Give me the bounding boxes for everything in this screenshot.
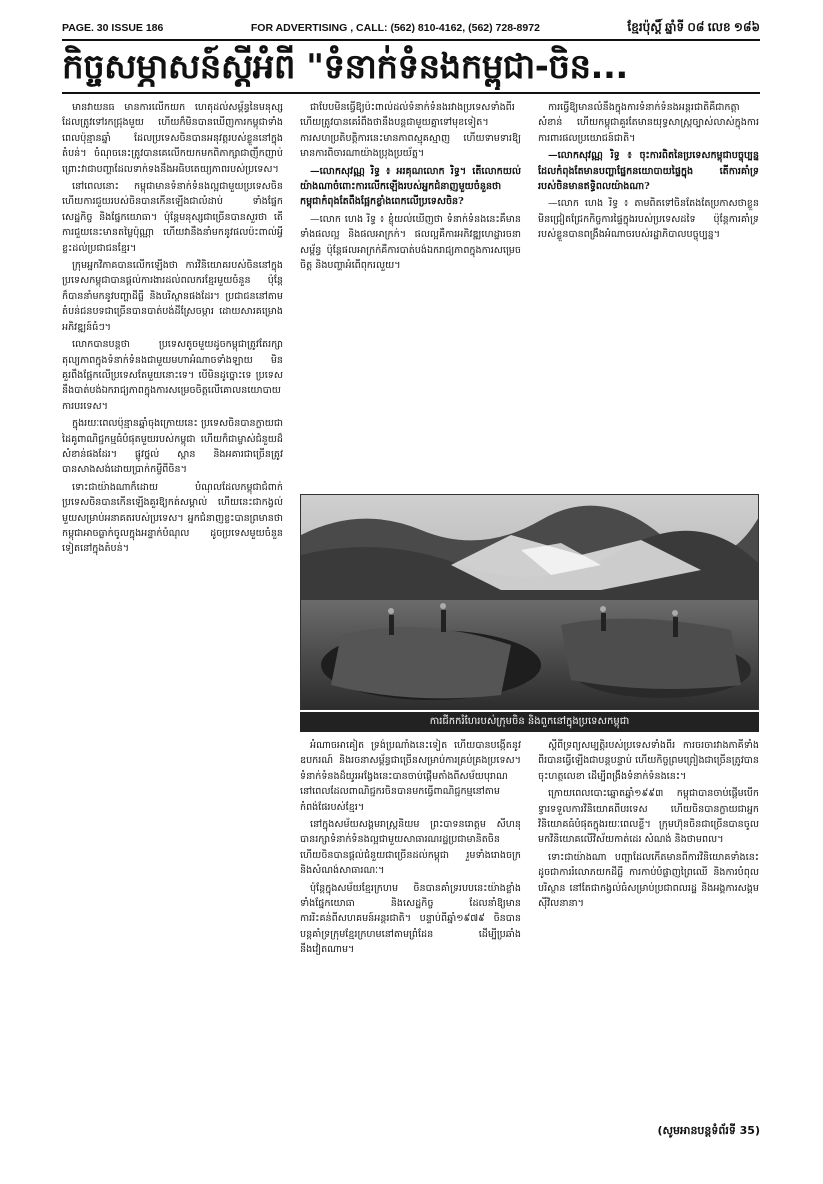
header-rule xyxy=(62,39,760,41)
paragraph: នៅក្នុងសម័យសង្គមរាស្ត្រនិយម ព្រះបាទនរោត្តម សីហនុ បានរក្សាទំនាក់ទំនងល្អជាមួយសាធារណរដ្ឋប្រជាមានិតចិន ហើយចិនបានផ្តល់ជំនួយជាច្រើនដល់កម្ពុជា រួមទាំងរោងចក្រ និងសំណង់សាធារណៈ។ xyxy=(300,819,521,877)
article-column-3 xyxy=(538,100,759,490)
headline-rule xyxy=(62,92,760,94)
paragraph: នៅពេលនោះ កម្ពុជាមានទំនាក់ទំនងល្អជាមួយប្រទេសចិន ហើយការជួយរបស់ចិនបានកើនឡើងជាលំដាប់ ទាំងផ្នែកសេដ្ឋកិច្ច និងផ្នែកយោធា។ ប៉ុន្តែមនុស្សជាច្រើនបានសួរថា តើការជួយនេះមានតម្លៃប៉ុណ្ណា ហើយវានឹងនាំមកនូវផលប៉ះពាល់អ្វីខ្លះដល់ប្រជាជនខ្មែរ។ xyxy=(62,181,283,254)
paragraph: អំណាចអាគៀត ទ្រង់ប្រណាំងនេះទៀត ហើយបានបង្កើតនូវឧបករណ៍ និងរចនាសម្ព័ន្ធជាច្រើនសម្រាប់ការគ្រប់គ្រងប្រទេស។ ទំនាក់ទំនងដ៏យូរអង្វែងនេះបានចាប់ផ្តើមតាំងពីសម័យបុរាណ នៅពេលដែលពាណិជ្ជករចិនបានមកធ្វើពាណិជ្ជកម្មនៅតាមកំពង់ផែរបស់ខ្មែរ។ xyxy=(300,740,521,813)
article-column-3-lower xyxy=(538,738,759,1128)
page-header xyxy=(62,18,760,38)
paragraph: ក្នុងរយៈពេលប៉ុន្មានឆ្នាំចុងក្រោយនេះ ប្រទេសចិនបានក្លាយជាដៃគូពាណិជ្ជកម្មធំបំផុតមួយរបស់កម្ពុជា ហើយក៏ជាម្ចាស់ជំនួយដ៏សំខាន់ផងដែរ។ ផ្លូវថ្នល់ ស្ពាន និងអគារជាច្រើនត្រូវបានសាងសង់ដោយប្រាក់កម្ចីពីចិន។ xyxy=(62,418,283,476)
paragraph: លោកបានបន្តថា ប្រទេសតូចមួយដូចកម្ពុជាត្រូវតែរក្សាតុល្យភាពក្នុងទំនាក់ទំនងជាមួយមហាអំណាចទាំងឡាយ មិនគួរពឹងផ្អែកលើប្រទេសតែមួយនោះទេ។ បើមិនដូច្នោះទេ ប្រទេសនឹងបាត់បង់ឯករាជ្យភាពក្នុងការសម្រេចចិត្តលើគោលនយោបាយការបរទេស។ xyxy=(62,339,283,412)
continued-on-page-link[interactable]: (សូមអានបន្តទំព័រទី 35) xyxy=(657,1124,760,1137)
paragraph: ក្រោយពេលបោះឆ្នោតឆ្នាំ១៩៩៣ កម្ពុជាបានចាប់ផ្តើមបើកទ្វារទទួលការវិនិយោគពីបរទេស ហើយចិនបានក្លាយជាអ្នកវិនិយោគធំបំផុតក្នុងរយៈពេលខ្លី។ ក្រុមហ៊ុនចិនជាច្រើនបានចូលមកវិនិយោគលើវិស័យកាត់ដេរ សំណង់ និងថាមពល។ xyxy=(538,788,759,846)
paragraph: ស្តីពីទ្រព្យសម្បត្តិរបស់ប្រទេសទាំងពីរ ការចរចារវាងភាគីទាំងពីរបានធ្វើឡើងជាបន្តបន្ទាប់ ហើយកិច្ចព្រមព្រៀងជាច្រើនត្រូវបានចុះហត្ថលេខា ដើម្បីពង្រឹងទំនាក់ទំនងនេះ។ xyxy=(538,740,759,782)
excavation-site-image xyxy=(301,495,759,710)
interview-question: —លោកសុវណ្ណ រិទ្ធ ៖ ចុះការពិតនៃប្រទេសកម្ពុជាបច្ចុប្បន្នដែលកំពុងតែមានបញ្ហាផ្នែកនយោបាយផ្ទៃក្នុង តើការគាំទ្ររបស់ចិនមានឥទ្ធិពលយ៉ាងណា? xyxy=(538,150,759,193)
advertising-line: FOR ADVERTISING , CALL: (562) 810-4162, (562) 728-8972 xyxy=(250,22,540,34)
interview-question: —លោកសុវណ្ណ រិទ្ធ ៖ អរគុណលោក រិទ្ធ។ តើលោកយល់យ៉ាងណាចំពោះការលើកឡើងរបស់អ្នកជំនាញមួយចំនួនថា កម្ពុជាកំពុងតែពឹងផ្អែកខ្លាំងពេកលើប្រទេសចិន? xyxy=(300,165,521,208)
interview-answer: —លោក ហេង រិទ្ធ ៖ ខ្ញុំយល់ឃើញថា ទំនាក់ទំនងនេះគឺមានទាំងផលល្អ និងផលអាក្រក់។ ផលល្អគឺការអភិវឌ្ឍហេដ្ឋារចនាសម្ព័ន្ធ ប៉ុន្តែផលអាក្រក់គឺការបាត់បង់ឯករាជ្យភាពក្នុងការសម្រេចចិត្ត និងបញ្ហាអំពើពុករលួយ។ xyxy=(300,213,521,272)
paragraph: ការធ្វើឱ្យមានលំនឹងក្នុងការទំនាក់ទំនងអន្តរជាតិគឺជាកត្តាសំខាន់ ហើយកម្ពុជាគួរតែមានយុទ្ធសាស្ត្រច្បាស់លាស់ក្នុងការការពារផលប្រយោជន៍ជាតិ។ xyxy=(538,102,759,144)
article-photo xyxy=(300,494,759,710)
issue-date: ខ្មែរប៉ុស្តិ៍ ឆ្នាំទី ០៨ លេខ ១៨៦ xyxy=(627,20,760,34)
article-headline: កិច្ចសម្ភាសន៍ស្តីអំពី "ទំនាក់ទំនងកម្ពុជា-ចិន... xyxy=(62,47,628,87)
paragraph: មានវាយនធ មានការលើកយក ហេតុដល់សម្ព័ន្ធនៃមនុស្សដែលត្រូវទៅរកជ្រុងមួយ ហើយក៏មិនបានឃើញការកម្ពុជាទាំងពេលប៉ុន្មានឆ្នាំ ដែលប្រទេសចិនបានអនុវត្តរបស់ខ្លួននៅក្នុងតំបន់។ ចំណុចនេះត្រូវបានគេលើកយកមកពិភាក្សាជាញឹកញាប់ ព្រោះវាជាបញ្ហាដែលទាក់ទងនឹងអធិបតេយ្យភាពរបស់ប្រទេស។ xyxy=(62,102,283,175)
photo-caption: ការជីកករំហែរបស់ក្រុមចិន និងពួកនៅក្នុងប្រទេសកម្ពុជា xyxy=(300,712,759,732)
article-column-2-lower xyxy=(300,738,521,1128)
page-issue: PAGE. 30 ISSUE 186 xyxy=(62,22,164,34)
paragraph: ទោះជាយ៉ាងណាក៏ដោយ បំណុលដែលកម្ពុជាជំពាក់ប្រទេសចិនបានកើនឡើងគួរឱ្យកត់សម្គាល់ ហើយនេះជាកង្វល់មួយសម្រាប់អនាគតរបស់ប្រទេស។ អ្នកជំនាញខ្លះបានព្រមានថា កម្ពុជាអាចធ្លាក់ចូលក្នុងអន្ទាក់បំណុល ដូចប្រទេសមួយចំនួនទៀតនៅក្នុងតំបន់។ xyxy=(62,481,283,555)
interview-answer: —លោក ហេង រិទ្ធ ៖ តាមពិតទៅចិនតែងតែប្រកាសថាខ្លួនមិនជ្រៀតជ្រែកកិច្ចការផ្ទៃក្នុងរបស់ប្រទេសដទៃ ប៉ុន្តែការគាំទ្ររបស់ខ្លួនបានពង្រឹងអំណាចរបស់រដ្ឋាភិបាលបច្ចុប្បន្ន។ xyxy=(538,198,759,241)
paragraph: ជាបែបមិនធ្វើឱ្យប៉ះពាល់ដល់ទំនាក់ទំនងរវាងប្រទេសទាំងពីរ ហើយត្រូវបានគេរំពឹងថានឹងបន្តជាមួយគ្នាទៅមុខទៀត។ ការសហប្រតិបត្តិការនេះមានភាពស្មុគស្មាញ ហើយទាមទារឱ្យមានការពិចារណាយ៉ាងប្រុងប្រយ័ត្ន។ xyxy=(300,102,521,160)
article-column-1 xyxy=(62,100,283,1115)
article-column-2 xyxy=(300,100,521,490)
paragraph: ទោះជាយ៉ាងណា បញ្ហាដែលកើតមានពីការវិនិយោគទាំងនេះ ដូចជាការរំលោភយកដីធ្លី ការកាប់បំផ្លាញព្រៃឈើ និងការបំពុលបរិស្ថាន នៅតែជាកង្វល់ធំសម្រាប់ប្រជាពលរដ្ឋ និងអង្គការសង្គមស៊ីវិលនានា។ xyxy=(538,851,759,910)
paragraph: ប៉ុន្តែក្នុងសម័យខ្មែរក្រហម ចិនបានគាំទ្ររបបនេះយ៉ាងខ្លាំង ទាំងផ្នែកយោធា និងសេដ្ឋកិច្ច ដែលនាំឱ្យមានការរិះគន់ពីសហគមន៍អន្តរជាតិ។ បន្ទាប់ពីឆ្នាំ១៩៧៩ ចិនបានបន្តគាំទ្រក្រុមខ្មែរក្រហមនៅតាមព្រំដែន ដើម្បីប្រឆាំងនឹងវៀតណាម។ xyxy=(300,882,521,956)
paragraph: ក្រុមអ្នកវិភាគបានលើកឡើងថា ការវិនិយោគរបស់ចិននៅក្នុងប្រទេសកម្ពុជាបានផ្តល់ការងារដល់ពលករខ្មែរមួយចំនួន ប៉ុន្តែក៏បាននាំមកនូវបញ្ហាដីធ្លី និងបរិស្ថានផងដែរ។ ប្រជាជននៅតាមតំបន់ជនបទជាច្រើនបានបាត់បង់ដីស្រែចម្ការ ដោយសារគម្រោងអភិវឌ្ឍន៍ធំៗ។ xyxy=(62,260,283,333)
